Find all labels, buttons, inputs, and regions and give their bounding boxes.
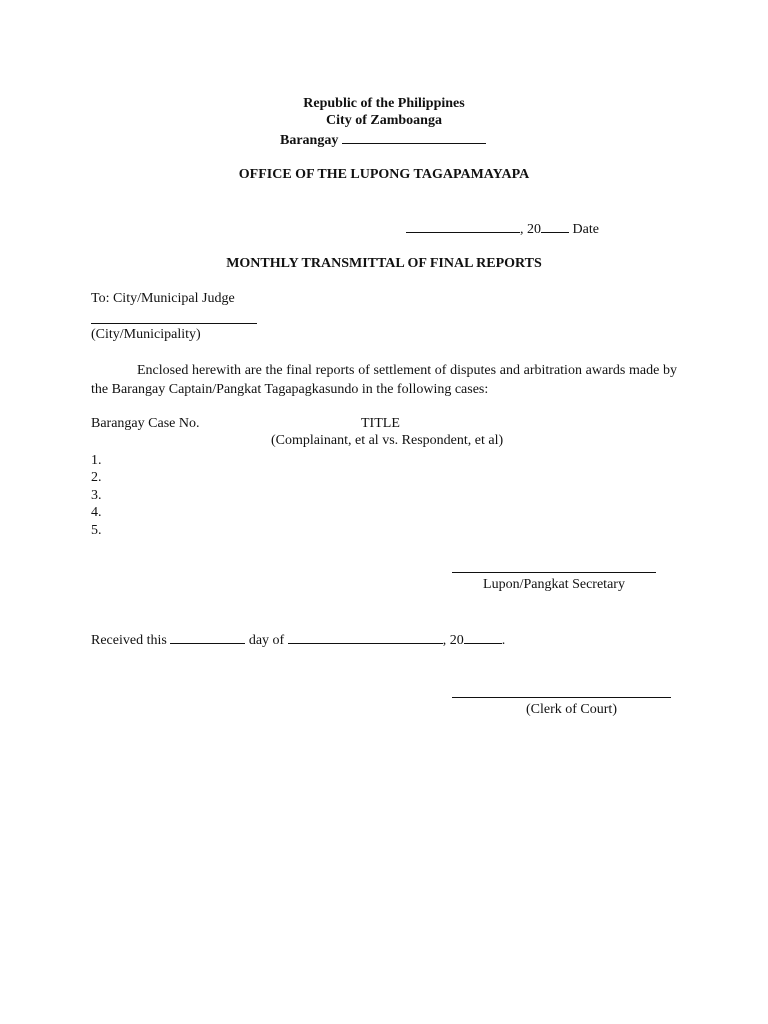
case-number-column-header: Barangay Case No.	[91, 416, 200, 431]
received-end: .	[501, 633, 506, 648]
case-item: 4.	[91, 505, 102, 520]
city-municipality-label: (City/Municipality)	[91, 327, 201, 342]
city-heading: City of Zamboanga	[326, 113, 442, 128]
case-item: 3.	[91, 488, 102, 503]
received-line	[91, 630, 505, 649]
case-item: 1.	[91, 453, 102, 468]
case-item: 2.	[91, 470, 102, 485]
secretary-label: Lupon/Pangkat Secretary	[483, 577, 625, 592]
office-heading: OFFICE OF THE LUPONG TAGAPAMAYAPA	[238, 167, 530, 182]
clerk-signature-line[interactable]	[452, 697, 671, 698]
city-municipality-blank[interactable]	[91, 323, 257, 324]
barangay-line	[280, 130, 486, 149]
received-year-prefix: , 20	[442, 633, 464, 648]
received-month-blank[interactable]	[288, 630, 443, 644]
received-day-of: day of	[248, 633, 285, 648]
barangay-blank[interactable]	[342, 130, 486, 144]
secretary-signature-line[interactable]	[452, 572, 656, 573]
clerk-label: (Clerk of Court)	[526, 702, 617, 717]
addressee-to: To: City/Municipal Judge	[91, 291, 235, 306]
received-year-blank[interactable]	[464, 630, 502, 644]
document-title: MONTHLY TRANSMITTAL OF FINAL REPORTS	[226, 256, 542, 271]
received-prefix: Received this	[91, 633, 167, 648]
title-column-header: TITLE	[361, 416, 400, 431]
barangay-label: Barangay	[280, 133, 339, 148]
received-day-blank[interactable]	[170, 630, 245, 644]
body-paragraph: Enclosed herewith are the final reports of settlement of disputes and arbitration awards made by the Barangay Captain/Pangkat Tagapagkasundo in the following cases:	[91, 363, 677, 397]
republic-heading: Republic of the Philippines	[303, 96, 465, 111]
date-year-prefix: , 20	[520, 222, 541, 237]
date-line	[406, 219, 599, 238]
case-item: 5.	[91, 523, 102, 538]
date-year-blank[interactable]	[541, 219, 569, 233]
title-column-subheader: (Complainant, et al vs. Respondent, et al)	[271, 433, 504, 448]
date-blank[interactable]	[406, 219, 520, 233]
date-label: Date	[572, 222, 599, 237]
